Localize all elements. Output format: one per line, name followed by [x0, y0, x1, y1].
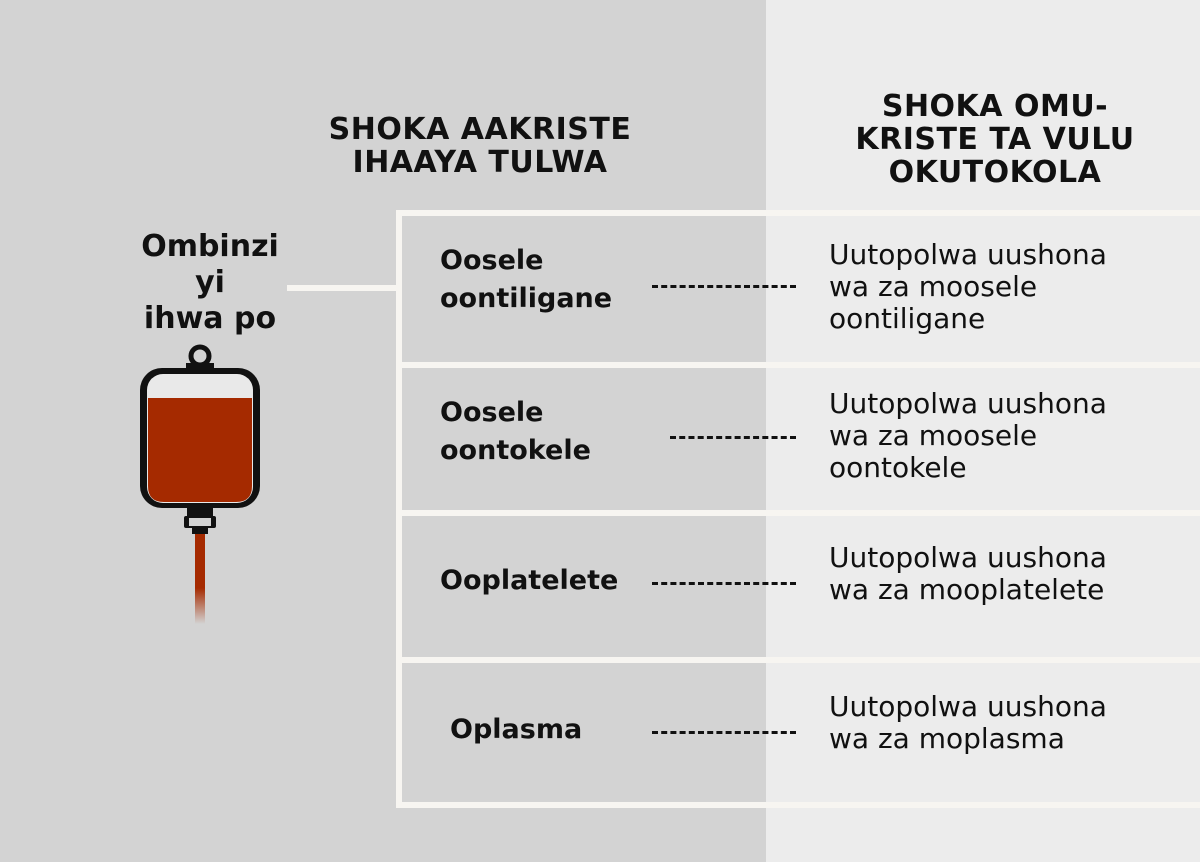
dashed-connector — [670, 436, 796, 439]
result-line: wa za mooplatelete — [829, 573, 1105, 606]
table-row — [402, 516, 1200, 656]
component-label — [440, 242, 612, 318]
component-line: Ooplatelete — [440, 565, 619, 596]
dashed-connector — [652, 285, 796, 288]
result-line: Uutopolwa uushona — [829, 690, 1107, 723]
component-line: oontiligane — [440, 283, 613, 314]
result-text — [829, 542, 1107, 606]
component-label — [450, 711, 582, 749]
header-left-line2: IHAAYA TULWA — [352, 145, 608, 180]
components-table — [396, 210, 1200, 808]
header-personal-decision — [810, 90, 1180, 189]
header-right-line2: KRISTE TA VULU — [855, 122, 1135, 157]
component-line: Oosele — [440, 245, 544, 276]
component-line: Oosele — [440, 397, 544, 428]
result-line: Uutopolwa uushona — [829, 387, 1107, 420]
header-right-line1: SHOKA OMU- — [881, 89, 1109, 124]
dashed-connector — [652, 582, 796, 585]
result-line: wa za moosele — [829, 270, 1038, 303]
table-row — [402, 368, 1200, 508]
component-label — [440, 394, 591, 470]
result-line: Uutopolwa uushona — [829, 238, 1107, 271]
table-row — [402, 663, 1200, 803]
header-christians-refuse — [300, 113, 660, 179]
table-row — [402, 216, 1200, 356]
result-text — [829, 691, 1107, 755]
component-line: oontokele — [440, 435, 591, 466]
result-line: Uutopolwa uushona — [829, 541, 1107, 574]
result-text — [829, 388, 1107, 484]
result-line: wa za moosele — [829, 419, 1038, 452]
component-label — [440, 562, 618, 600]
header-right-line3: OKUTOKOLA — [888, 155, 1102, 190]
connector-line — [287, 285, 399, 291]
source-line1: Ombinzi — [141, 229, 279, 264]
result-line: oontokele — [829, 451, 967, 484]
result-line: wa za moplasma — [829, 722, 1065, 755]
result-text — [829, 239, 1107, 335]
component-line: Oplasma — [450, 714, 583, 745]
whole-blood-label — [120, 229, 300, 337]
source-line3: ihwa po — [143, 301, 277, 336]
dashed-connector — [652, 731, 796, 734]
result-line: oontiligane — [829, 302, 986, 335]
blood-bag-icon — [130, 344, 270, 629]
header-left-line1: SHOKA AAKRISTE — [328, 112, 632, 147]
source-line2: yi — [195, 265, 225, 300]
